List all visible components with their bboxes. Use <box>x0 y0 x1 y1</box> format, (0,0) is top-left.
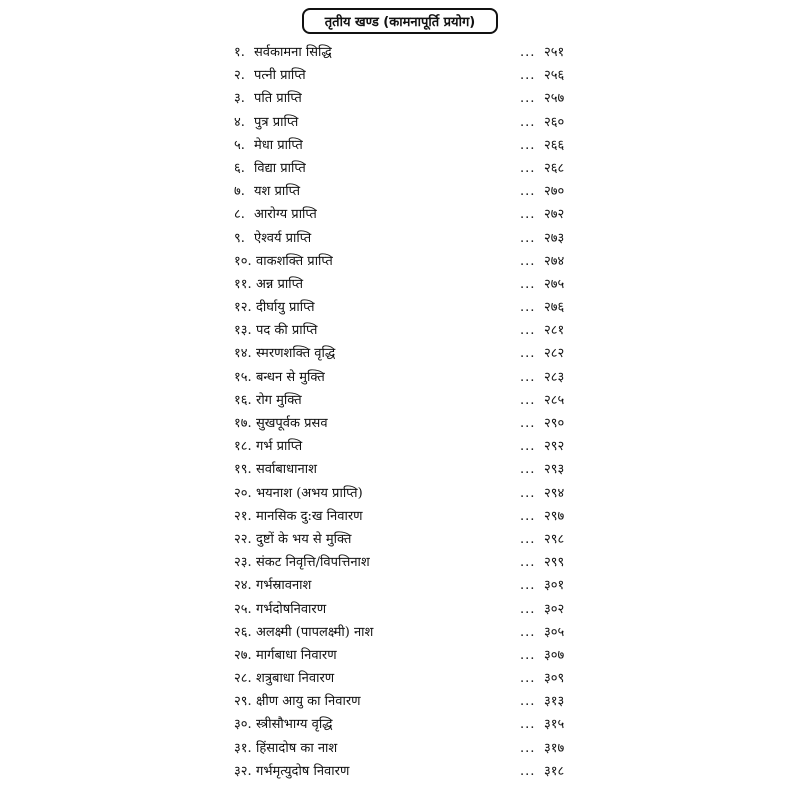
toc-entry-title: पति प्राप्ति <box>254 91 302 107</box>
toc-entry <box>0 435 800 458</box>
toc-entry-title: अन्न प्राप्ति <box>256 276 304 292</box>
toc-entry-page-number: ३१७ <box>544 740 565 756</box>
toc-entry-leader-dots: ... <box>520 253 536 269</box>
toc-entry-number: ३. <box>234 91 245 107</box>
toc-entry <box>0 713 800 736</box>
toc-entry <box>0 296 800 319</box>
toc-entry-page-number: २७२ <box>544 207 565 223</box>
toc-entry-number: १४. <box>234 346 252 362</box>
toc-entry <box>0 203 800 226</box>
toc-entry-page-number: २९३ <box>544 462 565 478</box>
toc-entry-number: ३१. <box>234 740 252 756</box>
toc-entry-leader-dots: ... <box>520 531 536 547</box>
toc-entry-page-number: ३०५ <box>544 624 565 640</box>
toc-entry <box>0 574 800 597</box>
toc-entry-title: वाकशक्ति प्राप्ति <box>256 253 333 269</box>
toc-entry <box>0 737 800 760</box>
toc-entry-leader-dots: ... <box>520 91 536 107</box>
toc-entry-number: २०. <box>234 485 252 501</box>
toc-entry-leader-dots: ... <box>520 68 536 84</box>
toc-entry-number: २१. <box>234 508 252 524</box>
toc-entry-number: १०. <box>234 253 252 269</box>
toc-entry <box>0 273 800 296</box>
toc-entry-leader-dots: ... <box>520 369 536 385</box>
toc-entry-title: यश प्राप्ति <box>254 184 301 200</box>
toc-entry-number: ९. <box>234 230 245 246</box>
toc-entry <box>0 528 800 551</box>
toc-entry-number: १२. <box>234 300 252 316</box>
toc-entry-title: पुत्र प्राप्ति <box>254 114 299 130</box>
toc-entry <box>0 111 800 134</box>
toc-entry-title: सुखपूर्वक प्रसव <box>256 416 328 431</box>
toc-entry <box>0 342 800 365</box>
toc-entry-number: १. <box>234 45 245 60</box>
toc-entry <box>0 482 800 505</box>
toc-entry-page-number: २५१ <box>544 45 565 60</box>
toc-entry-title: स्त्रीसौभाग्य वृद्धि <box>256 717 333 733</box>
toc-entry <box>0 760 800 783</box>
toc-entry-page-number: ३०९ <box>544 671 565 687</box>
toc-entry-number: १३. <box>234 323 252 339</box>
toc-entry-page-number: ३१३ <box>544 694 565 710</box>
toc-entry-title: बन्धन से मुक्ति <box>256 369 325 385</box>
toc-entry-leader-dots: ... <box>520 508 536 524</box>
toc-entry-leader-dots: ... <box>520 601 536 617</box>
toc-entry-page-number: २८२ <box>544 346 565 362</box>
toc-entry-leader-dots: ... <box>520 439 536 455</box>
toc-entry-leader-dots: ... <box>520 323 536 339</box>
toc-entry-title: मार्गबाधा निवारण <box>256 647 337 663</box>
toc-entry-leader-dots: ... <box>520 694 536 710</box>
toc-entry-leader-dots: ... <box>520 624 536 640</box>
toc-entry-leader-dots: ... <box>520 485 536 501</box>
toc-entry-number: १६. <box>234 392 252 408</box>
toc-entry <box>0 667 800 690</box>
toc-entry-leader-dots: ... <box>520 114 536 130</box>
toc-entry-page-number: २८५ <box>544 392 565 408</box>
toc-entry-leader-dots: ... <box>520 230 536 246</box>
toc-entry <box>0 412 800 435</box>
toc-entry-number: ३०. <box>234 717 252 733</box>
toc-entry-title: आरोग्य प्राप्ति <box>254 207 317 223</box>
toc-entry <box>0 389 800 412</box>
toc-entry-page-number: २७५ <box>544 276 565 292</box>
toc-entry-page-number: २५६ <box>544 68 565 84</box>
toc-entry <box>0 551 800 574</box>
toc-entry-leader-dots: ... <box>520 647 536 663</box>
toc-entry-title: रोग मुक्ति <box>256 392 302 408</box>
toc-entry-page-number: २६८ <box>544 160 565 176</box>
toc-entry-leader-dots: ... <box>520 717 536 733</box>
toc-entry-number: ११. <box>234 276 252 292</box>
toc-entry-leader-dots: ... <box>520 416 536 431</box>
toc-entry-title: हिंसादोष का नाश <box>256 740 338 756</box>
toc-entry-title: गर्भस्रावनाश <box>256 578 312 594</box>
table-of-contents <box>0 41 800 783</box>
toc-entry <box>0 227 800 250</box>
toc-entry-title: क्षीण आयु का निवारण <box>256 694 361 710</box>
toc-entry-title: स्मरणशक्ति वृद्धि <box>256 346 336 362</box>
toc-entry-number: २४. <box>234 578 252 594</box>
toc-entry <box>0 690 800 713</box>
toc-entry-leader-dots: ... <box>520 160 536 176</box>
toc-entry-leader-dots: ... <box>520 555 536 571</box>
toc-entry-leader-dots: ... <box>520 671 536 687</box>
toc-entry-page-number: २७० <box>544 184 565 200</box>
toc-entry-title: संकट निवृत्ति/विपत्तिनाश <box>256 555 370 571</box>
toc-entry-title: सर्वाबाधानाश <box>256 462 317 478</box>
toc-entry-number: १५. <box>234 369 252 385</box>
toc-entry <box>0 458 800 481</box>
toc-entry-number: ६. <box>234 160 245 176</box>
toc-entry-leader-dots: ... <box>520 45 536 60</box>
toc-entry-title: विद्या प्राप्ति <box>254 160 306 176</box>
toc-entry-number: २५. <box>234 601 252 617</box>
toc-entry-page-number: ३०२ <box>544 601 565 617</box>
toc-entry-page-number: २८१ <box>544 323 565 339</box>
toc-entry-leader-dots: ... <box>520 207 536 223</box>
toc-entry-leader-dots: ... <box>520 346 536 362</box>
toc-entry-number: ८. <box>234 207 245 223</box>
toc-entry-leader-dots: ... <box>520 578 536 594</box>
toc-entry-page-number: २९४ <box>544 485 565 501</box>
toc-entry-title: दुष्टों के भय से मुक्ति <box>256 531 352 547</box>
toc-entry-title: शत्रुबाधा निवारण <box>256 671 335 687</box>
toc-entry-page-number: २५७ <box>544 91 565 107</box>
toc-entry-page-number: २७३ <box>544 230 565 246</box>
toc-entry-page-number: २७६ <box>544 300 565 316</box>
toc-entry-page-number: २९० <box>544 416 565 431</box>
toc-entry-title: गर्भदोषनिवारण <box>256 601 327 617</box>
toc-entry <box>0 621 800 644</box>
toc-entry-page-number: २९९ <box>544 555 565 571</box>
toc-entry <box>0 64 800 87</box>
toc-entry-title: पद की प्राप्ति <box>256 323 318 339</box>
toc-entry-page-number: २८३ <box>544 369 565 385</box>
toc-entry <box>0 505 800 528</box>
toc-entry-page-number: ३०१ <box>544 578 565 594</box>
toc-entry-number: १८. <box>234 439 252 455</box>
toc-entry-number: १७. <box>234 416 252 431</box>
toc-entry-title: मेधा प्राप्ति <box>254 137 303 153</box>
toc-entry-page-number: २६० <box>544 114 565 130</box>
toc-entry <box>0 180 800 203</box>
toc-entry-number: २२. <box>234 531 252 547</box>
toc-entry-leader-dots: ... <box>520 740 536 756</box>
toc-entry-title: ऐश्वर्य प्राप्ति <box>254 230 312 246</box>
toc-entry-number: २८. <box>234 671 252 687</box>
toc-entry-number: १९. <box>234 462 252 478</box>
toc-entry-page-number: २६६ <box>544 137 565 153</box>
toc-entry-number: २. <box>234 68 245 84</box>
toc-entry <box>0 87 800 110</box>
toc-entry-number: २९. <box>234 694 252 710</box>
toc-entry <box>0 41 800 64</box>
toc-entry <box>0 366 800 389</box>
toc-entry-number: २६. <box>234 624 252 640</box>
toc-entry <box>0 134 800 157</box>
toc-entry-page-number: २९८ <box>544 531 565 547</box>
toc-entry-title: पत्नी प्राप्ति <box>254 68 306 84</box>
toc-entry-leader-dots: ... <box>520 184 536 200</box>
toc-entry-page-number: २७४ <box>544 253 565 269</box>
toc-entry-title: भयनाश (अभय प्राप्ति) <box>256 485 363 501</box>
toc-entry-number: ४. <box>234 114 245 130</box>
toc-entry-number: ५. <box>234 137 245 153</box>
toc-entry-leader-dots: ... <box>520 276 536 292</box>
toc-entry-title: दीर्घायु प्राप्ति <box>256 300 315 316</box>
toc-entry <box>0 644 800 667</box>
toc-entry-leader-dots: ... <box>520 462 536 478</box>
toc-entry-title: अलक्ष्मी (पापलक्ष्मी) नाश <box>256 624 374 640</box>
toc-entry-title: सर्वकामना सिद्धि <box>254 45 332 60</box>
toc-entry-leader-dots: ... <box>520 300 536 316</box>
toc-entry-number: ७. <box>234 184 245 200</box>
toc-entry <box>0 250 800 273</box>
toc-entry-number: ३२. <box>234 763 252 779</box>
toc-entry-leader-dots: ... <box>520 137 536 153</box>
toc-entry-page-number: ३१८ <box>544 763 565 779</box>
toc-entry-number: २३. <box>234 555 252 571</box>
toc-entry <box>0 157 800 180</box>
toc-entry <box>0 598 800 621</box>
toc-entry-title: गर्भ प्राप्ति <box>256 439 303 455</box>
toc-entry-page-number: ३०७ <box>544 647 565 663</box>
toc-entry-leader-dots: ... <box>520 392 536 408</box>
toc-entry-page-number: ३१५ <box>544 717 565 733</box>
toc-entry <box>0 319 800 342</box>
toc-entry-number: २७. <box>234 647 252 663</box>
toc-entry-title: मानसिक दु:ख निवारण <box>256 508 363 524</box>
toc-entry-title: गर्भमृत्युदोष निवारण <box>256 763 350 779</box>
toc-entry-page-number: २९२ <box>544 439 565 455</box>
toc-entry-page-number: २९७ <box>544 508 565 524</box>
toc-entry-leader-dots: ... <box>520 763 536 779</box>
section-title: तृतीय खण्ड (कामनापूर्ति प्रयोग) <box>302 8 498 34</box>
